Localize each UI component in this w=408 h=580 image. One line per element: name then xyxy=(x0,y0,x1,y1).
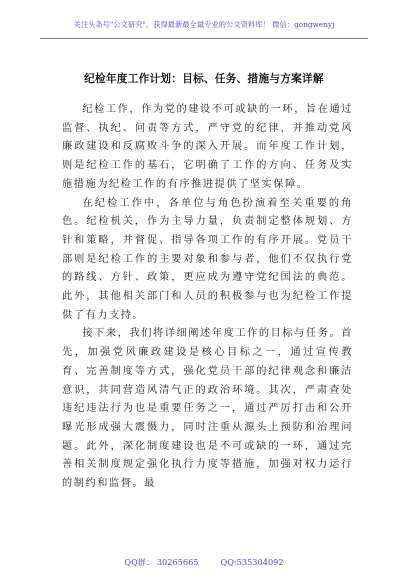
footer-contact xyxy=(0,557,408,568)
footer-qq-group[interactable]: QQ群： 30265665 xyxy=(124,557,199,567)
document-title: 纪检年度工作计划：目标、任务、措施与方案详解 xyxy=(84,73,324,85)
paragraph-1: 纪检工作，作为党的建设不可或缺的一环，旨在通过监督、执纪、问责等方式，严守党的纪律，并推动党风廉政建设和反腐败斗争的深入开展。而年度工作计划，则是纪检工作的基石，它明确了工作的方向、任务及实施措施为纪检工作的有序推进提供了坚实保障。 xyxy=(62,104,353,190)
header-banner[interactable]: 关注头条号"公文研究"，获得最新最全最专业的公文资料库！ 微信：gongwenyj xyxy=(73,20,335,29)
paragraph-2: 在纪检工作中，各单位与角色扮演着至关重要的角色。纪检机关，作为主导力量，负责制定整体规划、方针和策略，并督促、指导各项工作的有序开展。党员干部则是纪检工作的主要对象和参与者，他们不仅执行党的路线、方针、政策，更应成为遵守党纪国法的典范。此外，其他相关部门和人员的积极参与也为纪检工作提供了有力支持。 xyxy=(62,197,353,321)
footer-qq-number[interactable]: QQ:535304092 xyxy=(220,557,284,567)
header-divider xyxy=(40,38,368,39)
paragraph-3: 接下来，我们将详细阐述年度工作的目标与任务。首先，加强党风廉政建设是核心目标之一，通过宣传教育、完善制度等方式，强化党员干部的纪律观念和廉洁意识，共同营造风清气正的政治环境。其次，严肃查处违纪违法行为也是重要任务之一，通过严厉打击和公开曝光形成强大震慑力，同时注重从源头上预防和治理问题。此外，深化制度建设也是不可或缺的一环，通过完善相关制度规定强化执行力度等措施，加强对权力运行的制约和监督。最 xyxy=(62,328,353,490)
document-body xyxy=(62,101,353,494)
